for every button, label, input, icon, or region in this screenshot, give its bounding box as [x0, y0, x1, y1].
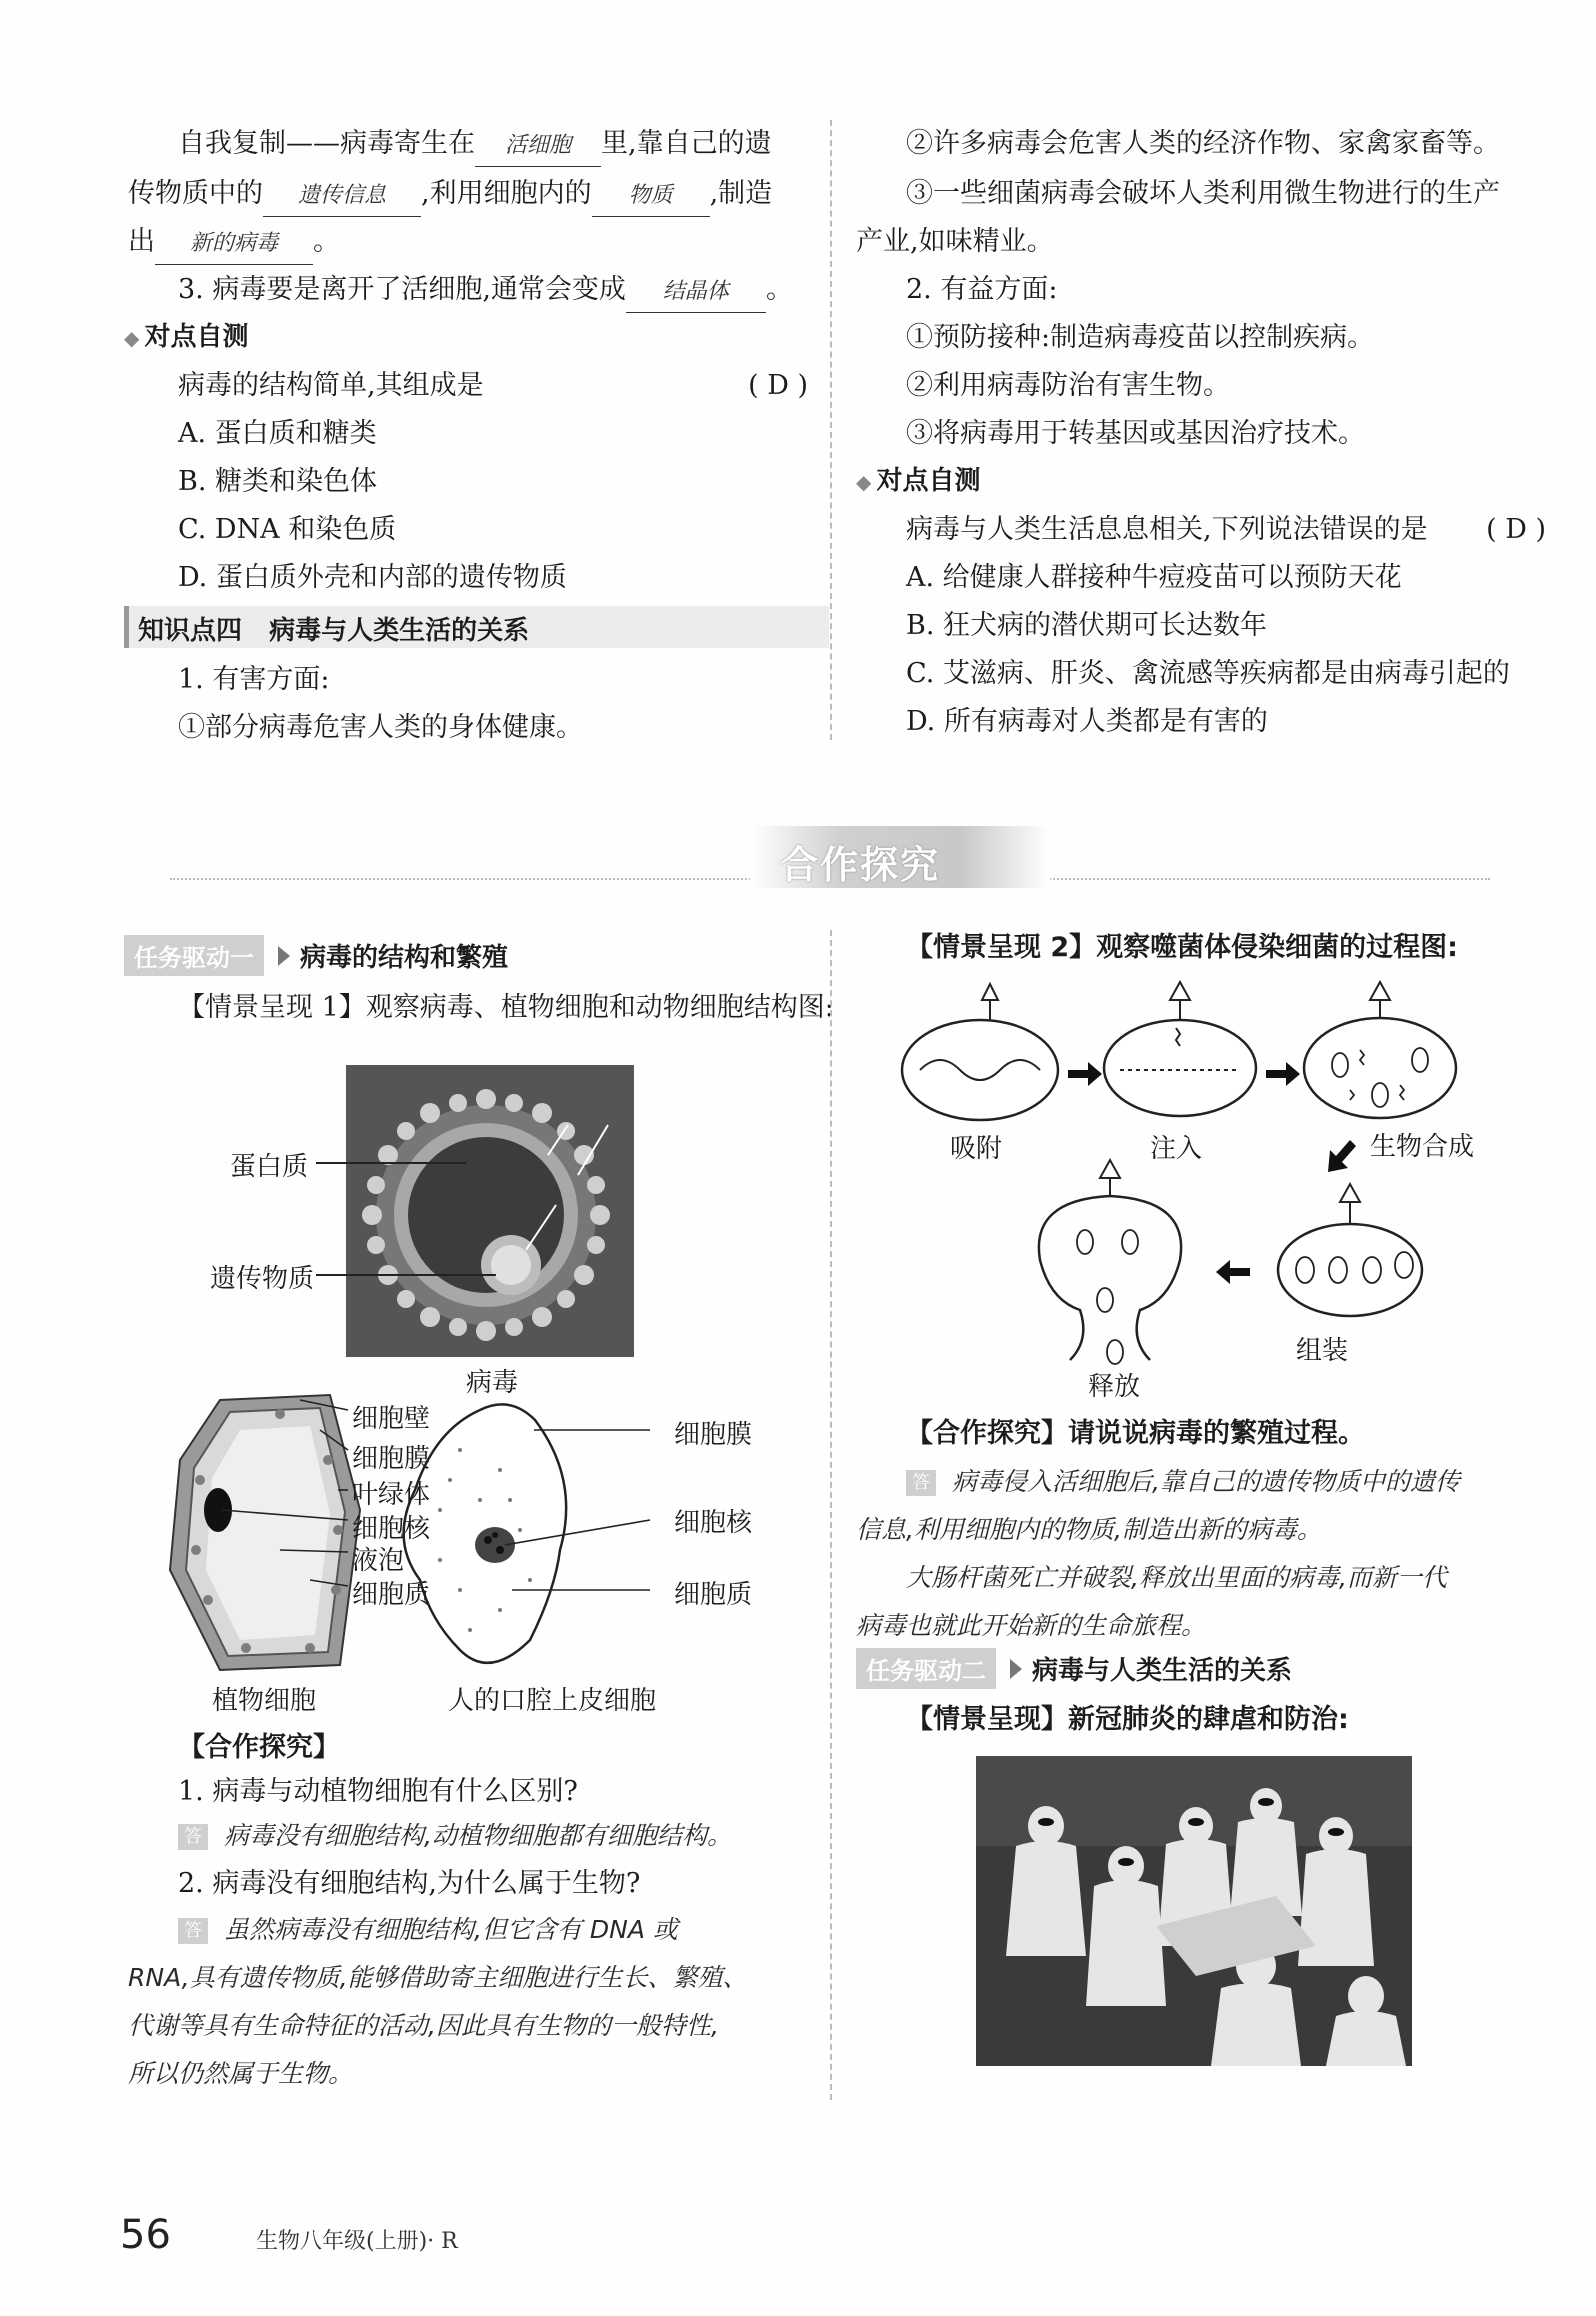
column-divider-top: [830, 120, 832, 740]
virus-caption: 病毒: [466, 1368, 519, 1398]
blank-crystal: 结晶体: [626, 272, 766, 313]
blank-genetic-info: 遗传信息: [263, 176, 421, 217]
arrow-icon: [278, 946, 290, 966]
scene-3-text: 【情景呈现】新冠肺炎的肆虐和防治:: [906, 1704, 1349, 1735]
arrow-icon: [1010, 1659, 1022, 1679]
label-nucleus-animal: 细胞核: [674, 1508, 753, 1538]
option-a-2: A. 给健康人群接种牛痘疫苗可以预防天花: [906, 562, 1402, 593]
option-b-2: B. 狂犬病的潜伏期可长达数年: [906, 610, 1268, 641]
photo-illustration: [976, 1756, 1412, 2066]
page-number: 56: [120, 2212, 171, 2258]
right-line-3: 产业,如味精业。: [856, 226, 1054, 257]
diamond-icon: ◆: [124, 326, 140, 350]
answer-3-line-2: 信息,利用细胞内的物质,制造出新的病毒。: [856, 1515, 1322, 1544]
banner-title: 合作探究: [780, 843, 941, 887]
scene-2-text: 【情景呈现 2】观察噬菌体侵染细菌的过程图:: [906, 932, 1458, 963]
label-cell-membrane-animal: 细胞膜: [674, 1420, 753, 1450]
virus-pointer-lines: [316, 1160, 516, 1310]
label-release: 释放: [1088, 1372, 1141, 1402]
question-2: 2. 病毒没有细胞结构,为什么属于生物?: [178, 1868, 641, 1899]
task-2-header: 任务驱动二 病毒与人类生活的关系: [856, 1648, 1292, 1689]
answer-mark-icon: 答: [178, 1824, 208, 1850]
label-cytoplasm-animal: 细胞质: [674, 1580, 753, 1610]
label-assembly: 组装: [1296, 1336, 1349, 1366]
right-line-2: ③一些细菌病毒会破坏人类利用微生物进行的生产: [906, 178, 1500, 209]
answer-3-line-4: 病毒也就此开始新的生命旅程。: [856, 1611, 1207, 1640]
harmful-heading: 1. 有害方面:: [178, 664, 330, 695]
answer-1: 答 病毒没有细胞结构,动植物细胞都有细胞结构。: [178, 1816, 732, 1856]
label-cell-wall: 细胞壁: [352, 1404, 431, 1434]
answer-2-line-1: 答 虽然病毒没有细胞结构,但它含有 DNA 或: [178, 1910, 678, 1950]
label-vacuole: 液泡: [352, 1546, 405, 1576]
right-line-7: ③将病毒用于转基因或基因治疗技术。: [906, 418, 1365, 449]
right-line-5: ①预防接种:制造病毒疫苗以控制疾病。: [906, 322, 1375, 353]
option-b-1: B. 糖类和染色体: [178, 466, 378, 497]
option-d-1: D. 蛋白质外壳和内部的遗传物质: [178, 562, 567, 593]
right-line-1: ②许多病毒会危害人类的经济作物、家禽家畜等。: [906, 128, 1500, 159]
blank-material: 物质: [592, 176, 710, 217]
task-2-tag: 任务驱动二: [856, 1648, 996, 1689]
answer-mark-icon: 答: [178, 1918, 208, 1944]
task-1-header: 任务驱动一 病毒的结构和繁殖: [124, 935, 508, 976]
option-d-2: D. 所有病毒对人类都是有害的: [906, 706, 1268, 737]
label-nucleus-plant: 细胞核: [352, 1514, 431, 1544]
label-chloroplast: 叶绿体: [352, 1480, 431, 1510]
self-replication-line-1: 自我复制——病毒寄生在 活细胞 里,靠自己的遗: [178, 124, 772, 167]
answer-3-line-3: 大肠杆菌死亡并破裂,释放出里面的病毒,而新一代: [906, 1563, 1447, 1592]
phage-infection-diagram: [880, 980, 1480, 1380]
scene-1-text: 【情景呈现 1】观察病毒、植物细胞和动物细胞结构图:: [178, 992, 834, 1023]
answer-2-line-2: RNA,具有遗传物质,能够借助寄主细胞进行生长、繁殖、: [128, 1963, 748, 1992]
self-test-heading-2: ◆ 对点自测: [856, 466, 981, 496]
question-1: 1. 病毒与动植物细胞有什么区别?: [178, 1776, 578, 1807]
option-c-1: C. DNA 和染色质: [178, 514, 397, 545]
self-replication-line-2: 传物质中的 遗传信息 ,利用细胞内的 物质 ,制造: [128, 174, 772, 217]
column-divider-bottom: [830, 930, 832, 2100]
explore-heading-2: 【合作探究】请说说病毒的繁殖过程。: [906, 1418, 1365, 1449]
label-protein: 蛋白质: [230, 1152, 309, 1182]
diamond-icon: ◆: [856, 470, 872, 494]
right-line-6: ②利用病毒防治有害生物。: [906, 370, 1230, 401]
right-line-4: 2. 有益方面:: [906, 274, 1058, 305]
self-test-question-1: 病毒的结构简单,其组成是 ( D ): [178, 366, 808, 406]
option-a-1: A. 蛋白质和糖类: [178, 418, 377, 449]
task-1-tag: 任务驱动一: [124, 935, 264, 976]
label-adsorption: 吸附: [950, 1134, 1003, 1164]
label-genetic-material: 遗传物质: [210, 1264, 315, 1294]
answer-mark-icon: 答: [906, 1470, 936, 1496]
answer-bracket-1: ( D ): [748, 370, 808, 401]
self-test-heading-1: ◆ 对点自测: [124, 322, 249, 352]
self-test-question-2: 病毒与人类生活息息相关,下列说法错误的是 ( D ): [906, 510, 1546, 550]
label-biosynthesis: 生物合成: [1370, 1132, 1475, 1162]
book-footer: 生物八年级(上册)· R: [256, 2229, 458, 2254]
knowledge-point-4-heading: 知识点四 病毒与人类生活的关系: [138, 616, 530, 646]
label-cell-membrane-plant: 细胞膜: [352, 1444, 431, 1474]
crystal-line: 3. 病毒要是离开了活细胞,通常会变成 结晶体 。: [178, 270, 793, 313]
label-injection: 注入: [1150, 1134, 1203, 1164]
harmful-item-1: ①部分病毒危害人类的身体健康。: [178, 712, 583, 743]
blank-living-cell: 活细胞: [475, 126, 601, 167]
answer-3-line-1: 答 病毒侵入活细胞后,靠自己的遗传物质中的遗传: [906, 1462, 1460, 1502]
explore-heading-1: 【合作探究】: [178, 1732, 340, 1763]
answer-2-line-4: 所以仍然属于生物。: [128, 2059, 354, 2088]
option-c-2: C. 艾滋病、肝炎、禽流感等疾病都是由病毒引起的: [906, 658, 1510, 689]
covid-medical-workers-photo: [976, 1756, 1412, 2066]
blank-new-virus: 新的病毒: [155, 224, 313, 265]
plant-cell-caption: 植物细胞: [212, 1686, 317, 1716]
answer-2-line-3: 代谢等具有生命特征的活动,因此具有生物的一般特性,: [128, 2011, 719, 2040]
animal-cell-caption: 人的口腔上皮细胞: [448, 1686, 657, 1716]
answer-bracket-2: ( D ): [1486, 514, 1546, 545]
label-cytoplasm-plant: 细胞质: [352, 1580, 431, 1610]
self-replication-line-3: 出 新的病毒 。: [128, 222, 340, 265]
